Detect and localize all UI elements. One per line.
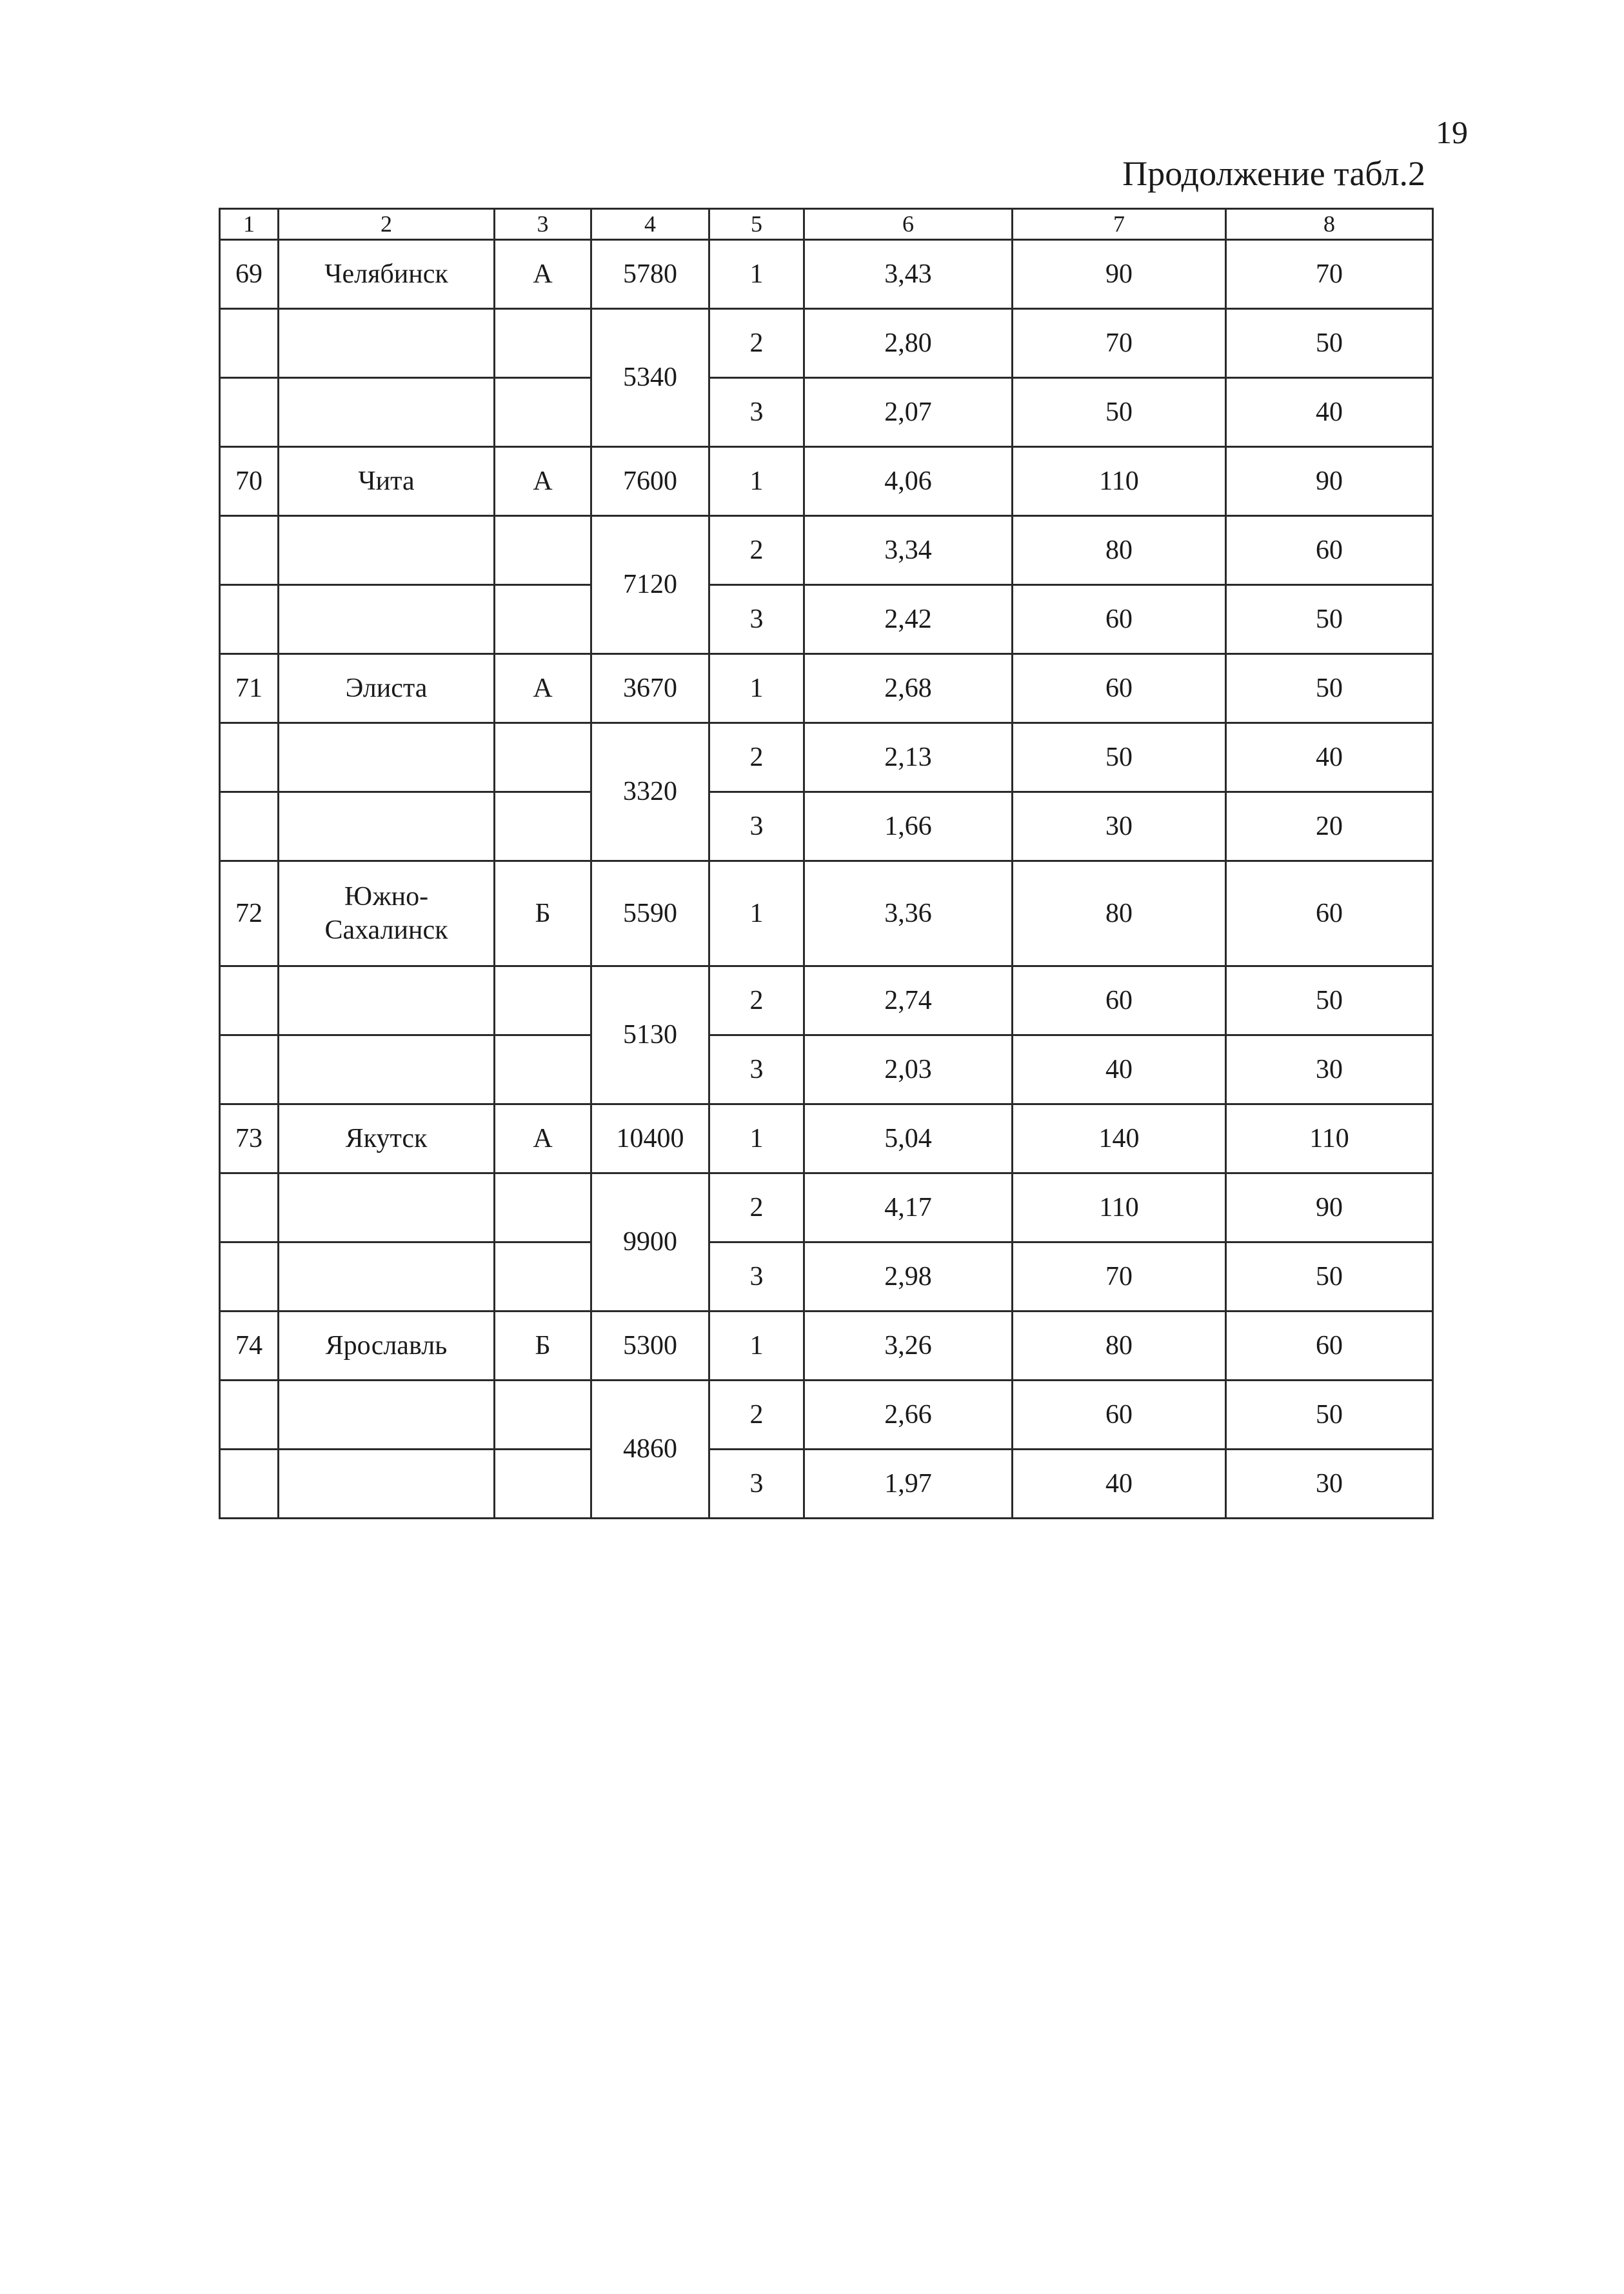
category-cell: А — [495, 1104, 591, 1173]
empty-cell — [279, 966, 495, 1035]
row-number-cell: 72 — [220, 861, 279, 966]
column-7-cell: 80 — [1013, 861, 1226, 966]
column-7-cell: 70 — [1013, 309, 1226, 378]
empty-cell — [279, 585, 495, 654]
column-8-cell: 50 — [1226, 966, 1433, 1035]
column-7-cell: 60 — [1013, 966, 1226, 1035]
value-cell: 7120 — [591, 516, 709, 654]
category-cell: А — [495, 654, 591, 723]
coefficient-cell: 2,74 — [804, 966, 1013, 1035]
column-7-cell: 40 — [1013, 1035, 1226, 1104]
empty-cell — [220, 309, 279, 378]
city-cell: Элиста — [279, 654, 495, 723]
empty-cell — [279, 1173, 495, 1242]
table-row — [220, 723, 1433, 792]
coefficient-cell: 5,04 — [804, 1104, 1013, 1173]
column-7-cell: 70 — [1013, 1242, 1226, 1312]
level-cell: 1 — [709, 654, 804, 723]
value-cell: 5340 — [591, 309, 709, 447]
level-cell: 3 — [709, 1450, 804, 1519]
city-cell: Челябинск — [279, 240, 495, 309]
column-7-cell: 60 — [1013, 585, 1226, 654]
table-row — [220, 792, 1433, 861]
table-row — [220, 966, 1433, 1035]
column-7-cell: 50 — [1013, 378, 1226, 447]
column-8-cell: 30 — [1226, 1450, 1433, 1519]
empty-cell — [495, 1381, 591, 1450]
column-7-cell: 140 — [1013, 1104, 1226, 1173]
column-8-cell: 90 — [1226, 447, 1433, 516]
column-number: 2 — [279, 209, 495, 240]
empty-cell — [220, 378, 279, 447]
column-8-cell: 70 — [1226, 240, 1433, 309]
column-8-cell: 30 — [1226, 1035, 1433, 1104]
column-8-cell: 60 — [1226, 1312, 1433, 1381]
column-8-cell: 50 — [1226, 585, 1433, 654]
table-caption: Продолжение табл.2 — [1122, 154, 1425, 193]
value-cell: 7600 — [591, 447, 709, 516]
table-row — [220, 240, 1433, 309]
column-7-cell: 80 — [1013, 516, 1226, 585]
empty-cell — [220, 1450, 279, 1519]
level-cell: 2 — [709, 1381, 804, 1450]
city-cell: Якутск — [279, 1104, 495, 1173]
level-cell: 2 — [709, 1173, 804, 1242]
column-8-cell: 60 — [1226, 861, 1433, 966]
value-cell: 5300 — [591, 1312, 709, 1381]
level-cell: 2 — [709, 309, 804, 378]
column-8-cell: 90 — [1226, 1173, 1433, 1242]
empty-cell — [495, 1035, 591, 1104]
column-number: 4 — [591, 209, 709, 240]
empty-cell — [279, 309, 495, 378]
table-row — [220, 1312, 1433, 1381]
coefficient-cell: 2,13 — [804, 723, 1013, 792]
column-7-cell: 60 — [1013, 654, 1226, 723]
table-row — [220, 309, 1433, 378]
row-number-cell: 71 — [220, 654, 279, 723]
empty-cell — [279, 1381, 495, 1450]
column-7-cell: 40 — [1013, 1450, 1226, 1519]
value-cell: 10400 — [591, 1104, 709, 1173]
table-row — [220, 585, 1433, 654]
column-8-cell: 50 — [1226, 1381, 1433, 1450]
column-number: 5 — [709, 209, 804, 240]
coefficient-cell: 2,07 — [804, 378, 1013, 447]
coefficient-cell: 3,26 — [804, 1312, 1013, 1381]
table-body — [220, 209, 1433, 1519]
column-8-cell: 50 — [1226, 654, 1433, 723]
table-row — [220, 1173, 1433, 1242]
data-table — [219, 208, 1434, 1519]
coefficient-cell: 2,80 — [804, 309, 1013, 378]
column-8-cell: 60 — [1226, 516, 1433, 585]
level-cell: 1 — [709, 240, 804, 309]
empty-cell — [220, 1242, 279, 1312]
city-cell: Ярославль — [279, 1312, 495, 1381]
empty-cell — [495, 1242, 591, 1312]
empty-cell — [279, 792, 495, 861]
level-cell: 3 — [709, 1035, 804, 1104]
table-row — [220, 861, 1433, 966]
table-row — [220, 516, 1433, 585]
coefficient-cell: 2,42 — [804, 585, 1013, 654]
column-8-cell: 110 — [1226, 1104, 1433, 1173]
level-cell: 2 — [709, 966, 804, 1035]
value-cell: 5590 — [591, 861, 709, 966]
column-number: 7 — [1013, 209, 1226, 240]
column-number: 8 — [1226, 209, 1433, 240]
empty-cell — [220, 1173, 279, 1242]
column-number: 3 — [495, 209, 591, 240]
empty-cell — [220, 1381, 279, 1450]
level-cell: 1 — [709, 447, 804, 516]
empty-cell — [220, 585, 279, 654]
row-number-cell: 69 — [220, 240, 279, 309]
table-row — [220, 1242, 1433, 1312]
table-row — [220, 1381, 1433, 1450]
column-7-cell: 50 — [1013, 723, 1226, 792]
table-row — [220, 1104, 1433, 1173]
level-cell: 2 — [709, 723, 804, 792]
page-number: 19 — [1436, 114, 1468, 150]
row-number-cell: 70 — [220, 447, 279, 516]
level-cell: 3 — [709, 792, 804, 861]
coefficient-cell: 3,36 — [804, 861, 1013, 966]
empty-cell — [495, 585, 591, 654]
empty-cell — [279, 1035, 495, 1104]
row-number-cell: 74 — [220, 1312, 279, 1381]
empty-cell — [279, 723, 495, 792]
column-number: 1 — [220, 209, 279, 240]
empty-cell — [495, 1173, 591, 1242]
coefficient-cell: 1,97 — [804, 1450, 1013, 1519]
level-cell: 1 — [709, 861, 804, 966]
empty-cell — [495, 1450, 591, 1519]
level-cell: 2 — [709, 516, 804, 585]
empty-cell — [220, 966, 279, 1035]
coefficient-cell: 1,66 — [804, 792, 1013, 861]
table-row — [220, 1450, 1433, 1519]
row-number-cell: 73 — [220, 1104, 279, 1173]
category-cell: Б — [495, 861, 591, 966]
coefficient-cell: 2,68 — [804, 654, 1013, 723]
empty-cell — [279, 378, 495, 447]
coefficient-cell: 4,06 — [804, 447, 1013, 516]
column-8-cell: 40 — [1226, 378, 1433, 447]
empty-cell — [495, 723, 591, 792]
column-7-cell: 110 — [1013, 1173, 1226, 1242]
empty-cell — [220, 516, 279, 585]
category-cell: А — [495, 240, 591, 309]
category-cell: А — [495, 447, 591, 516]
value-cell: 5780 — [591, 240, 709, 309]
level-cell: 3 — [709, 585, 804, 654]
table-row — [220, 654, 1433, 723]
coefficient-cell: 3,34 — [804, 516, 1013, 585]
coefficient-cell: 2,66 — [804, 1381, 1013, 1450]
coefficient-cell: 4,17 — [804, 1173, 1013, 1242]
value-cell: 9900 — [591, 1173, 709, 1312]
city-cell: Южно- Сахалинск — [279, 861, 495, 966]
table-row — [220, 1035, 1433, 1104]
column-number: 6 — [804, 209, 1013, 240]
coefficient-cell: 2,03 — [804, 1035, 1013, 1104]
value-cell: 3670 — [591, 654, 709, 723]
empty-cell — [220, 792, 279, 861]
coefficient-cell: 3,43 — [804, 240, 1013, 309]
empty-cell — [495, 309, 591, 378]
table-row — [220, 447, 1433, 516]
empty-cell — [495, 516, 591, 585]
column-8-cell: 20 — [1226, 792, 1433, 861]
empty-cell — [495, 378, 591, 447]
empty-cell — [279, 1450, 495, 1519]
city-cell: Чита — [279, 447, 495, 516]
value-cell: 5130 — [591, 966, 709, 1104]
level-cell: 1 — [709, 1312, 804, 1381]
table-row — [220, 378, 1433, 447]
column-7-cell: 110 — [1013, 447, 1226, 516]
level-cell: 3 — [709, 378, 804, 447]
column-7-cell: 60 — [1013, 1381, 1226, 1450]
empty-cell — [279, 1242, 495, 1312]
empty-cell — [220, 723, 279, 792]
column-8-cell: 50 — [1226, 309, 1433, 378]
coefficient-cell: 2,98 — [804, 1242, 1013, 1312]
empty-cell — [220, 1035, 279, 1104]
value-cell: 3320 — [591, 723, 709, 861]
column-7-cell: 30 — [1013, 792, 1226, 861]
value-cell: 4860 — [591, 1381, 709, 1519]
column-7-cell: 80 — [1013, 1312, 1226, 1381]
column-8-cell: 40 — [1226, 723, 1433, 792]
level-cell: 1 — [709, 1104, 804, 1173]
empty-cell — [495, 966, 591, 1035]
level-cell: 3 — [709, 1242, 804, 1312]
empty-cell — [495, 792, 591, 861]
column-8-cell: 50 — [1226, 1242, 1433, 1312]
category-cell: Б — [495, 1312, 591, 1381]
column-7-cell: 90 — [1013, 240, 1226, 309]
column-number-row — [220, 209, 1433, 240]
empty-cell — [279, 516, 495, 585]
